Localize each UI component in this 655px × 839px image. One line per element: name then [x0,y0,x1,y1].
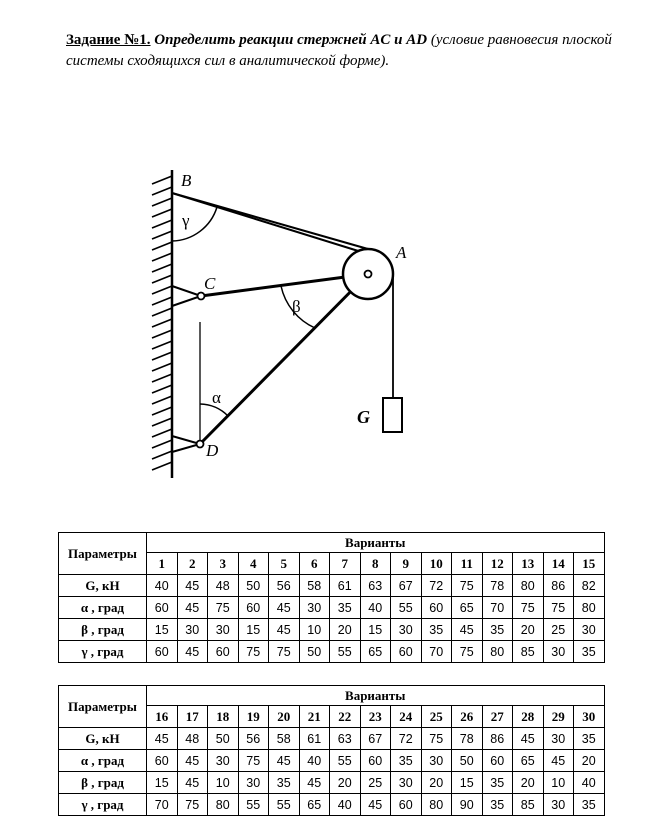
table-cell: 45 [299,772,330,794]
row-label: α , град [59,750,147,772]
table-cell: 60 [421,597,452,619]
variant-number: 28 [513,706,544,728]
variant-number: 30 [574,706,605,728]
table-cell: 45 [269,750,300,772]
hatch-line [152,297,172,305]
table-cell: 15 [360,619,391,641]
table-cell: 40 [299,750,330,772]
table-cell: 50 [208,728,239,750]
table-cell: 78 [452,728,483,750]
table-cell: 45 [177,597,208,619]
table-cell: 60 [360,750,391,772]
table-cell: 75 [543,597,574,619]
table-cell: 30 [208,619,239,641]
table-cell: 15 [452,772,483,794]
table-cell: 30 [391,772,422,794]
table-cell: 58 [299,575,330,597]
table-cell: 35 [391,750,422,772]
table-cell: 40 [330,794,361,816]
hatch-line [152,264,172,272]
table-cell: 50 [299,641,330,663]
variant-number: 4 [238,553,269,575]
variant-number: 14 [543,553,574,575]
hatch-line [152,253,172,261]
table-cell: 48 [177,728,208,750]
table-cell: 80 [574,597,605,619]
table-row [59,575,605,597]
table-cell: 30 [391,619,422,641]
table-cell: 65 [452,597,483,619]
table-cell: 55 [330,641,361,663]
table-cell: 65 [513,750,544,772]
table-cell: 78 [482,575,513,597]
label-c: C [204,274,216,293]
table-cell: 25 [360,772,391,794]
table-cell: 20 [330,619,361,641]
hatch-line [152,440,172,448]
table-cell: 48 [208,575,239,597]
table-cell: 63 [330,728,361,750]
hatch-line [152,418,172,426]
table-cell: 45 [269,619,300,641]
table-cell: 85 [513,641,544,663]
table-cell: 75 [421,728,452,750]
variant-number: 3 [208,553,239,575]
table-cell: 15 [238,619,269,641]
table-cell: 10 [208,772,239,794]
hatch-line [152,209,172,217]
table-cell: 45 [360,794,391,816]
table-cell: 80 [421,794,452,816]
hatch-line [152,462,172,470]
table-cell: 40 [574,772,605,794]
table-cell: 35 [482,772,513,794]
table-cell: 45 [177,772,208,794]
table-cell: 85 [513,794,544,816]
hatch-line [152,308,172,316]
table-cell: 55 [330,750,361,772]
table-cell: 61 [299,728,330,750]
variant-number: 10 [421,553,452,575]
table-cell: 30 [543,728,574,750]
table-cell: 61 [330,575,361,597]
table-cell: 20 [513,772,544,794]
angle-gamma-arc [172,207,217,241]
table-cell: 45 [147,728,178,750]
table-cell: 60 [208,641,239,663]
table-cell: 72 [391,728,422,750]
table-cell: 70 [147,794,178,816]
table-cell: 20 [330,772,361,794]
hatch-line [152,385,172,393]
hatch-line [152,407,172,415]
table-cell: 60 [391,641,422,663]
table-cell: 20 [513,619,544,641]
table-cell: 50 [452,750,483,772]
table-cell: 65 [360,641,391,663]
row-label: G, кН [59,728,147,750]
table-cell: 75 [269,641,300,663]
table-row [59,750,605,772]
row-label: β , град [59,619,147,641]
rope-ba-tangent [172,193,368,249]
row-label: G, кН [59,575,147,597]
table-cell: 56 [269,575,300,597]
table-row [59,728,605,750]
table-cell: 75 [452,575,483,597]
param-header: Параметры [59,686,147,728]
hatch-line [152,286,172,294]
table-row [59,794,605,816]
variant-number: 2 [177,553,208,575]
hatch-line [152,363,172,371]
table-cell: 35 [330,597,361,619]
table-cell: 45 [177,750,208,772]
rod-da [200,274,368,444]
variant-number: 18 [208,706,239,728]
variant-number: 29 [543,706,574,728]
label-b: B [181,171,192,190]
variant-number: 16 [147,706,178,728]
table-row [59,597,605,619]
variant-number: 25 [421,706,452,728]
table-cell: 35 [269,772,300,794]
table-cell: 40 [360,597,391,619]
variant-number: 11 [452,553,483,575]
table-cell: 75 [513,597,544,619]
hinge-d [197,441,204,448]
variant-number: 23 [360,706,391,728]
row-label: γ , град [59,641,147,663]
table-cell: 80 [513,575,544,597]
table-cell: 55 [391,597,422,619]
table-cell: 50 [238,575,269,597]
table-cell: 35 [574,794,605,816]
table-cell: 20 [421,772,452,794]
table-cell: 60 [147,597,178,619]
variants-header: Варианты [147,686,605,706]
table-cell: 80 [482,641,513,663]
table-cell: 90 [452,794,483,816]
table-cell: 45 [269,597,300,619]
table-cell: 56 [238,728,269,750]
table-cell: 30 [421,750,452,772]
hatch-line [152,429,172,437]
label-beta: β [292,297,301,316]
table-cell: 60 [391,794,422,816]
hatch-line [152,319,172,327]
table-row [59,619,605,641]
table-cell: 82 [574,575,605,597]
variant-number: 24 [391,706,422,728]
hatch-line [152,341,172,349]
task-condition: (условие равновесия плоской системы сходящихся сил в аналитической форме). [66,32,612,69]
table-cell: 30 [299,597,330,619]
variant-number: 27 [482,706,513,728]
table-cell: 15 [147,619,178,641]
table-cell: 35 [482,619,513,641]
table-cell: 72 [421,575,452,597]
table-cell: 75 [452,641,483,663]
table-cell: 40 [147,575,178,597]
table-cell: 30 [543,794,574,816]
row-label: γ , град [59,794,147,816]
label-g: G [357,407,370,427]
table-cell: 30 [208,750,239,772]
load-g [383,398,402,432]
table-cell: 45 [543,750,574,772]
variant-number: 12 [482,553,513,575]
variant-number: 20 [269,706,300,728]
table-cell: 75 [238,641,269,663]
table-cell: 30 [177,619,208,641]
variant-number: 17 [177,706,208,728]
hinge-c [198,293,205,300]
variant-number: 15 [574,553,605,575]
hatch-line [152,374,172,382]
variant-number: 13 [513,553,544,575]
variant-number: 26 [452,706,483,728]
label-alpha: α [212,388,221,407]
row-label: α , град [59,597,147,619]
hatch-line [152,187,172,195]
task-label: Задание №1. [66,32,151,48]
table-cell: 65 [299,794,330,816]
hatch-line [152,242,172,250]
label-gamma: γ [182,211,190,230]
table-cell: 60 [147,750,178,772]
table-cell: 45 [452,619,483,641]
pulley-axle [365,271,372,278]
table-cell: 80 [208,794,239,816]
table-cell: 55 [238,794,269,816]
table-cell: 75 [177,794,208,816]
variant-number: 1 [147,553,178,575]
param-header: Параметры [59,533,147,575]
table-row [59,641,605,663]
table-cell: 35 [482,794,513,816]
hatch-line [152,231,172,239]
variant-number: 5 [269,553,300,575]
table-cell: 70 [482,597,513,619]
table-cell: 60 [482,750,513,772]
hatch-line [152,198,172,206]
table-cell: 67 [360,728,391,750]
table-cell: 86 [543,575,574,597]
wall-hatching [152,176,172,470]
variants-table-2 [58,685,605,816]
table-cell: 10 [299,619,330,641]
table-cell: 63 [360,575,391,597]
table-cell: 70 [421,641,452,663]
variant-number: 19 [238,706,269,728]
table-cell: 30 [574,619,605,641]
table-cell: 86 [482,728,513,750]
row-label: β , град [59,772,147,794]
variant-number: 6 [299,553,330,575]
table-cell: 75 [208,597,239,619]
table-cell: 35 [421,619,452,641]
variant-number: 22 [330,706,361,728]
table-cell: 60 [147,641,178,663]
table-cell: 45 [177,641,208,663]
table-cell: 75 [238,750,269,772]
label-d: D [206,441,219,460]
table-cell: 20 [574,750,605,772]
table-cell: 35 [574,728,605,750]
table-cell: 67 [391,575,422,597]
table-cell: 60 [238,597,269,619]
variant-number: 21 [299,706,330,728]
hatch-line [152,220,172,228]
table-cell: 55 [269,794,300,816]
table-cell: 30 [238,772,269,794]
hatch-line [152,451,172,459]
variants-table-1 [58,532,605,663]
hatch-line [152,275,172,283]
table-cell: 30 [543,641,574,663]
label-a: A [396,243,407,262]
table-row [59,772,605,794]
table-cell: 15 [147,772,178,794]
table-cell: 58 [269,728,300,750]
variant-number: 8 [360,553,391,575]
variants-header: Варианты [147,533,605,553]
table-cell: 45 [177,575,208,597]
variant-number: 7 [330,553,361,575]
variant-number: 9 [391,553,422,575]
table-cell: 45 [513,728,544,750]
hatch-line [152,176,172,184]
hatch-line [152,396,172,404]
table-cell: 25 [543,619,574,641]
table-cell: 35 [574,641,605,663]
task-instruction: Определить реакции стержней AC и AD [154,32,428,48]
hatch-line [152,352,172,360]
table-cell: 10 [543,772,574,794]
hatch-line [152,330,172,338]
